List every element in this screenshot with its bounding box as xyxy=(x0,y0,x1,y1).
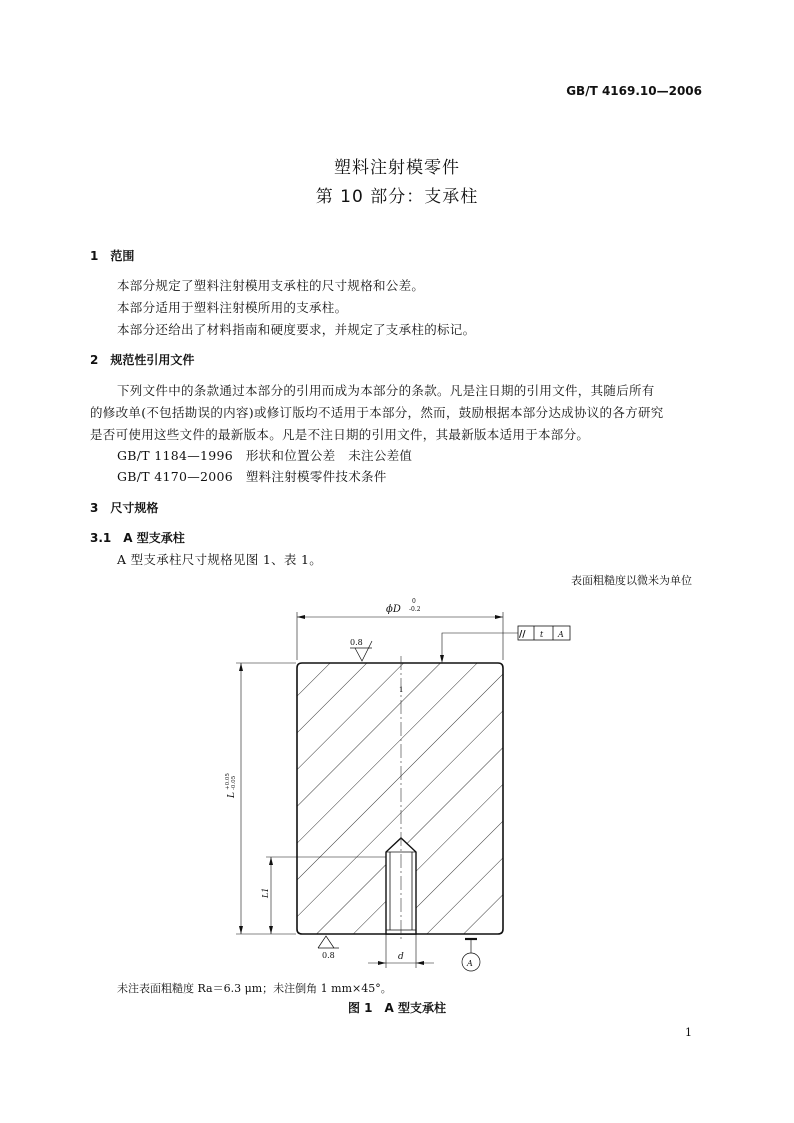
datum-a-label: A xyxy=(467,959,473,968)
section-1-heading: 1 范围 xyxy=(90,249,135,263)
document-subtitle: 第 10 部分：支承柱 xyxy=(315,187,479,207)
page-number: 1 xyxy=(685,1026,692,1039)
standard-number: GB/T 4169.10—2006 xyxy=(566,84,702,98)
roughness-bottom-value: 0.8 xyxy=(322,951,335,960)
reference-gbt1184: GB/T 1184—1996 形状和位置公差 未注公差值 xyxy=(117,448,413,463)
dim-d: d xyxy=(398,952,404,962)
dim-phi-d: ϕD xyxy=(386,604,401,615)
document-title: 塑料注射模零件 xyxy=(334,158,460,178)
section-1-paragraph-2: 本部分适用于塑料注射模所用的支承柱。 xyxy=(117,300,348,315)
parallelism-symbol: // xyxy=(519,630,526,640)
reference-gbt4170: GB/T 4170—2006 塑料注射模零件技术条件 xyxy=(117,469,387,484)
center-mark: 1 xyxy=(399,686,404,694)
dim-l-upper: +0.05 xyxy=(225,773,231,790)
section-2-line-3: 是否可使用这些文件的最新版本。凡是不注日期的引用文件，其最新版本适用于本部分。 xyxy=(90,427,590,442)
tolerance-datum: A xyxy=(558,630,564,639)
section-1-paragraph-3: 本部分还给出了材料指南和硬度要求，并规定了支承柱的标记。 xyxy=(117,322,476,337)
tolerance-value: t xyxy=(540,630,544,639)
roughness-unit-note: 表面粗糙度以微米为单位 xyxy=(571,574,692,587)
section-3-heading: 3 尺寸规格 xyxy=(90,501,159,515)
figure-caption: 图 1 A 型支承柱 xyxy=(348,1001,446,1015)
dim-l1: L1 xyxy=(261,887,270,898)
section-2-line-1: 下列文件中的条款通过本部分的引用而成为本部分的条款。凡是注日期的引用文件，其随后所有 xyxy=(117,383,655,398)
roughness-top-value: 0.8 xyxy=(350,638,363,647)
section-1-paragraph-1: 本部分规定了塑料注射模用支承柱的尺寸规格和公差。 xyxy=(117,278,425,293)
section-3-1-text: A 型支承柱尺寸规格见图 1、表 1。 xyxy=(117,552,323,567)
dim-l: L xyxy=(227,792,237,798)
dim-l-lower: -0.05 xyxy=(231,775,237,790)
section-2-heading: 2 规范性引用文件 xyxy=(90,353,195,367)
dim-phi-d-lower: -0.2 xyxy=(409,606,421,613)
section-2-line-2: 的修改单(不包括勘误的内容)或修订版均不适用于本部分，然而，鼓励根据本部分达成协议的各方研究 xyxy=(90,405,664,420)
dim-phi-d-upper: 0 xyxy=(412,598,416,605)
section-3-1-heading: 3.1 A 型支承柱 xyxy=(90,531,185,545)
figure-note: 未注表面粗糙度 Ra＝6.3 μm；未注倒角 1 mm×45°。 xyxy=(117,982,392,995)
